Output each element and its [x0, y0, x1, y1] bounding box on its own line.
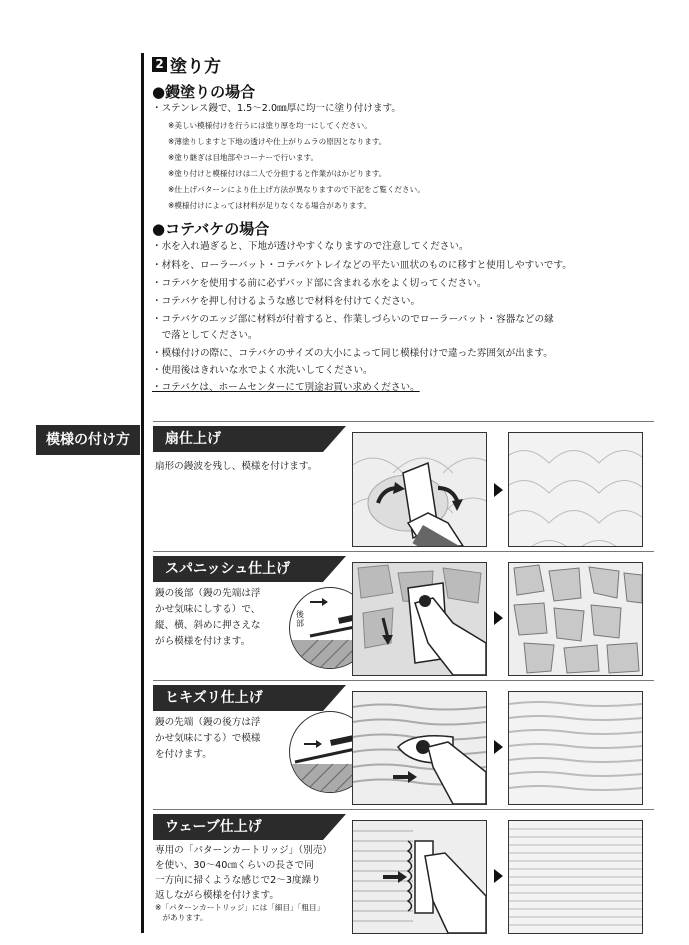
spanish-trowel-hand-icon — [353, 563, 486, 675]
hikizuri-pattern-icon — [509, 692, 642, 804]
fan-apply-illustration — [352, 432, 487, 547]
sponge-line: ・コテバケを押し付けるような感じで材料を付けてください。 — [152, 296, 421, 307]
pattern-desc-line: 返しながら模様を付けます。 — [155, 890, 279, 901]
wave-comb-hand-icon — [353, 821, 486, 933]
trowel-heading-text: 鏝塗りの場合 — [165, 83, 256, 101]
section-number: 2 — [152, 57, 167, 72]
sponge-line: で落としてください。 — [152, 330, 258, 341]
pattern-desc-line: 一方向に掃くような感じで2〜3度繰り — [155, 875, 321, 886]
trowel-main-line: ・ステンレス鏝で、1.5〜2.0㎜厚に均一に塗り付けます。 — [152, 103, 402, 114]
sponge-heading — [152, 218, 269, 239]
spanish-result-illustration — [508, 562, 643, 676]
sponge-heading-text: コテバケの場合 — [165, 220, 270, 238]
pattern-desc-line: かせ気味にする）で模様 — [155, 733, 261, 744]
pattern-desc-line: 扇形の鏝波を残し、模様を付けます。 — [155, 461, 318, 472]
arrow-right-icon — [494, 869, 503, 883]
wave-result-illustration — [508, 820, 643, 934]
pattern-desc-line: 鏝の後部（鏝の先端は浮 — [155, 588, 261, 599]
pattern-title: スパニッシュ仕上げ — [165, 561, 291, 577]
sponge-line: ・模様付けの際に、コテバケのサイズの大小によって同じ模様付けで違った雰囲気が出ます。 — [152, 348, 553, 359]
diagram-label: 後部 — [296, 610, 304, 628]
pattern-desc — [155, 459, 345, 475]
pattern-title: ヒキズリ仕上げ — [165, 690, 263, 706]
pattern-banner — [153, 814, 346, 840]
sponge-line: ・コテバケのエッジ部に材料が付着すると、作業しづらいのでローラーバット・容器などの縁 — [152, 314, 554, 325]
sponge-line: ・コテバケは、ホームセンターにて別途お買い求めください。 — [152, 382, 420, 393]
pattern-title: 扇仕上げ — [165, 431, 221, 447]
bullet-dot-icon: ● — [152, 220, 166, 238]
spanish-apply-illustration — [352, 562, 487, 676]
pattern-desc-line: 縦、横、斜めに押さえな — [155, 620, 261, 631]
bullet-dot-icon: ● — [152, 83, 166, 101]
left-vertical-rule — [141, 53, 144, 933]
arrow-right-icon — [494, 483, 503, 497]
pattern-banner — [153, 556, 346, 582]
pattern-desc-line: 鏝の先端（鏝の後方は浮 — [155, 717, 261, 728]
divider — [153, 809, 654, 810]
trowel-note: ※美しい模様付けを行うには塗り厚を均一にしてください。 — [168, 121, 372, 130]
section-title-text: 塗り方 — [170, 57, 221, 77]
wave-apply-illustration — [352, 820, 487, 934]
pattern-desc-line: がら模様を付けます。 — [155, 636, 251, 647]
pattern-title: ウェーブ仕上げ — [165, 819, 262, 835]
patterns-side-label: 模様の付け方 — [36, 425, 140, 455]
hikizuri-result-illustration — [508, 691, 643, 805]
trowel-note: ※塗り継ぎは目地部やコーナーで行います。 — [168, 153, 319, 162]
pattern-desc-line: かせ気味にしする）で、 — [155, 604, 261, 615]
trowel-note: ※仕上げパターンにより仕上げ方法が異なりますので下記をご覧ください。 — [168, 185, 425, 194]
sponge-line: ・水を入れ過ぎると、下地が透けやすくなりますので注意してください。 — [152, 241, 469, 252]
pattern-banner — [153, 685, 346, 711]
trowel-note: ※塗り付けと模様付けは二人で分担すると作業がはかどります。 — [168, 169, 387, 178]
sponge-line: ・コテバケを使用する前に必ずパッド部に含まれる水をよく切ってください。 — [152, 278, 487, 289]
pattern-desc — [155, 586, 283, 650]
sponge-line: ・使用後はきれいな水でよく水洗いしてください。 — [152, 365, 373, 376]
fan-trowel-hand-icon — [353, 433, 486, 546]
hikizuri-apply-illustration — [352, 691, 487, 805]
trowel-note: ※模様付けによっては材料が足りなくなる場合があります。 — [168, 201, 372, 210]
trowel-note: ※薄塗りしますと下地の透けや仕上がりムラの原因となります。 — [168, 137, 387, 146]
divider — [153, 680, 654, 681]
wave-pattern-icon — [509, 821, 642, 933]
divider — [153, 421, 654, 422]
pattern-desc — [155, 715, 283, 763]
section-title — [152, 52, 221, 77]
sponge-line: ・材料を、ローラーバット・コテバケトレイなどの平たい皿状のものに移すと使用しやすいです。 — [152, 260, 572, 271]
pattern-note-line: があります。 — [155, 913, 208, 922]
trowel-heading — [152, 81, 255, 102]
pattern-desc-line: 専用の「パターンカートリッジ」（別売） — [155, 845, 332, 856]
pattern-desc-line: を使い、30〜40㎝くらいの長さで同 — [155, 860, 314, 871]
pattern-desc — [155, 843, 355, 923]
arrow-right-icon — [494, 611, 503, 625]
pattern-desc-line: を付けます。 — [155, 749, 212, 760]
hikizuri-trowel-hand-icon — [353, 692, 486, 804]
divider — [153, 551, 654, 552]
pattern-note-line: ※「パターンカートリッジ」には「細目」「粗目」 — [155, 903, 325, 912]
spanish-pattern-icon — [509, 563, 642, 675]
pattern-banner — [153, 426, 346, 452]
arrow-right-icon — [494, 740, 503, 754]
fan-pattern-icon — [509, 433, 642, 546]
fan-result-illustration — [508, 432, 643, 547]
